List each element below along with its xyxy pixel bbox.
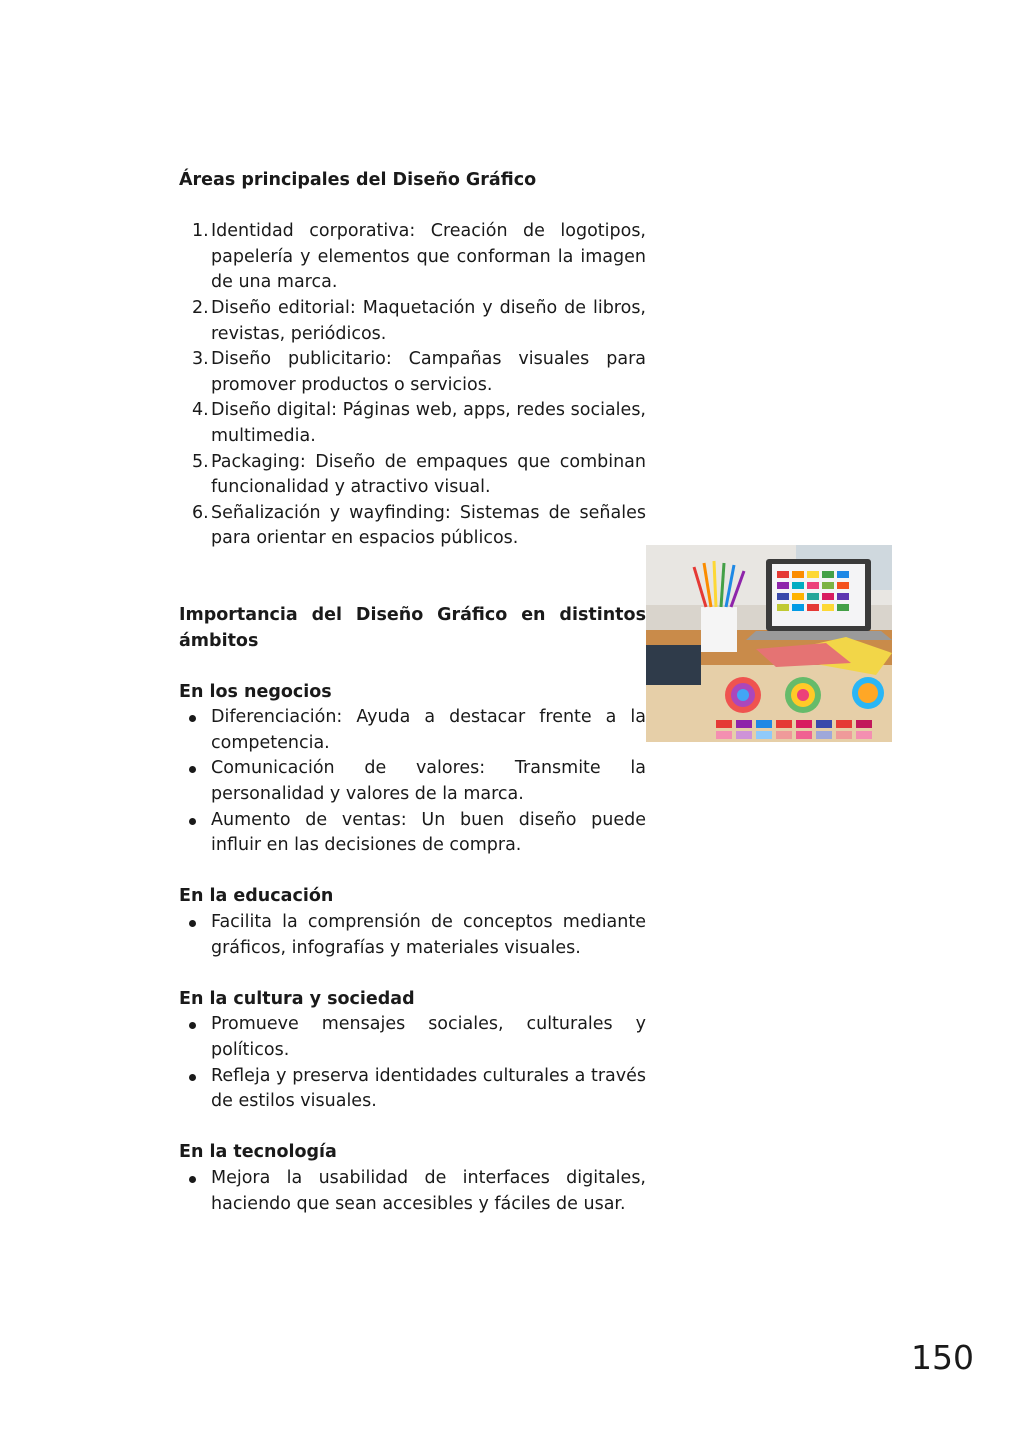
subheading-educacion: En la educación xyxy=(179,886,334,907)
list-item: Facilita la comprensión de conceptos mediante gráficos, infografías y materiales visuales. xyxy=(179,910,646,961)
list-item: 6. Señalización y wayfinding: Sistemas de señales para orientar en espacios públicos. xyxy=(192,502,646,549)
list-item: 2. Diseño editorial: Maquetación y diseño de libros, revistas, periódicos. xyxy=(192,297,646,344)
list-item: Aumento de ventas: Un buen diseño puede influir en las decisiones de compra. xyxy=(179,808,646,859)
negocios-list xyxy=(179,705,646,859)
list-item: Mejora la usabilidad de interfaces digitales, haciendo que sean accesibles y fáciles de usar. xyxy=(179,1166,646,1217)
subheading-cultura: En la cultura y sociedad xyxy=(179,988,415,1009)
list-item: Promueve mensajes sociales, culturales y políticos. xyxy=(179,1012,646,1063)
list-item: 5. Packaging: Diseño de empaques que combinan funcionalidad y atractivo visual. xyxy=(192,451,646,498)
design-desk-photo xyxy=(646,545,892,742)
cultura-list xyxy=(179,1012,646,1114)
list-item: 3. Diseño publicitario: Campañas visuales para promover productos o servicios. xyxy=(192,349,646,395)
educacion-list xyxy=(179,910,646,961)
subheading-negocios: En los negocios xyxy=(179,681,332,702)
tecnologia-list xyxy=(179,1166,646,1217)
areas-list xyxy=(179,219,646,552)
list-item: Comunicación de valores: Transmite la personalidad y valores de la marca. xyxy=(179,756,646,807)
page-number: 150 xyxy=(911,1338,974,1377)
list-item: 4. Diseño digital: Páginas web, apps, redes sociales, multimedia. xyxy=(192,400,646,446)
list-item: Refleja y preserva identidades culturales a través de estilos visuales. xyxy=(179,1064,646,1115)
list-item: Diferenciación: Ayuda a destacar frente a la competencia. xyxy=(179,705,646,756)
section-title-importancia: Importancia del Diseño Gráfico en distintos ámbitos xyxy=(179,604,646,651)
section-title-areas: Áreas principales del Diseño Gráfico xyxy=(179,170,537,190)
subheading-tecnologia: En la tecnología xyxy=(179,1142,337,1163)
list-item: 1. Identidad corporativa: Creación de logotipos, papelería y elementos que conforman la imagen de una marca. xyxy=(192,221,646,293)
main-column xyxy=(179,168,646,1217)
